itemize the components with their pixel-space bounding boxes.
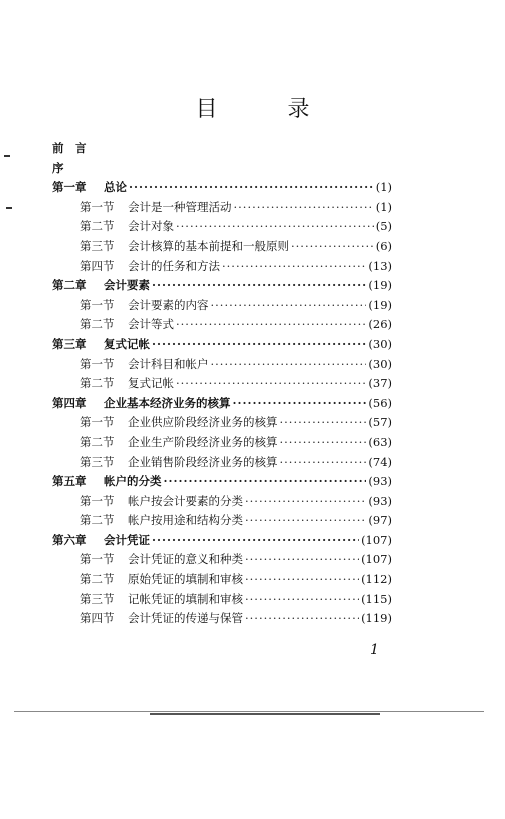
toc-entry-page: (30) [368,356,392,371]
toc-entry-number: 第四节 [80,611,115,626]
toc-leader-dots [245,494,366,508]
toc-leader-dots [280,435,367,449]
toc-leader-dots [211,357,367,371]
toc-entry-title: 会计对象 [128,219,174,234]
toc-leader-dots [245,552,359,566]
toc-entry-number: 第一节 [80,297,115,312]
table-of-contents [52,140,392,630]
toc-entry-title: 企业基本经济业务的核算 [104,395,231,410]
toc-entry-page: (93) [368,474,392,489]
toc-entry-title: 总论 [104,180,127,195]
toc-entry-number: 第三章 [52,336,87,351]
toc-chapter-entry [52,473,392,493]
toc-entry-title: 帐户的分类 [104,474,162,489]
toc-entry-page: (115) [361,591,392,606]
toc-section-entry [52,610,392,630]
toc-entry-number: 第二节 [80,376,115,391]
scan-mark [4,155,10,157]
toc-section-entry [52,512,392,532]
toc-entry-number: 第一节 [80,552,115,567]
toc-leader-dots [176,376,366,390]
toc-chapter-entry [52,395,392,415]
toc-section-entry [52,199,392,219]
toc-entry-title: 会计要素 [104,278,150,293]
toc-chapter-entry [52,532,392,552]
toc-section-entry [52,356,392,376]
toc-entry-title: 帐户按用途和结构分类 [128,513,243,528]
toc-entry-number: 第五章 [52,474,87,489]
toc-entry-number: 第一节 [80,356,115,371]
toc-section-entry [52,571,392,591]
toc-entry-title: 帐户按会计要素的分类 [128,493,243,508]
toc-entry-title: 会计凭证的传递与保管 [128,611,243,626]
toc-entry-page: (1) [375,199,392,214]
toc-leader-dots [245,513,366,527]
toc-entry-title: 序 [52,160,64,175]
toc-chapter-entry [52,277,392,297]
toc-entry-page: (56) [368,395,392,410]
toc-section-entry [52,551,392,571]
toc-entry-title: 企业生产阶段经济业务的核算 [128,434,278,449]
toc-section-entry [52,218,392,238]
toc-entry-title: 会计是一种管理活动 [128,199,232,214]
toc-leader-dots [211,298,367,312]
toc-section-entry [52,591,392,611]
toc-leader-dots [152,533,359,547]
toc-front-entry [52,140,392,160]
bottom-rule-thick [150,713,380,715]
toc-section-entry [52,297,392,317]
toc-entry-title: 会计凭证的意义和种类 [128,552,243,567]
toc-entry-number: 第四节 [80,258,115,273]
toc-leader-dots [152,278,366,292]
toc-entry-page: (19) [368,278,392,293]
toc-leader-dots [176,317,366,331]
toc-entry-title: 企业供应阶段经济业务的核算 [128,415,278,430]
toc-entry-title: 会计的任务和方法 [128,258,220,273]
toc-entry-title: 记帐凭证的填制和审核 [128,591,243,606]
toc-leader-dots [222,259,366,273]
toc-entry-title: 复式记帐 [104,336,150,351]
toc-leader-dots [176,219,374,233]
bottom-rule [14,711,484,712]
toc-entry-page: (63) [368,434,392,449]
toc-entry-title: 会计凭证 [104,532,150,547]
scan-mark [6,207,12,209]
toc-entry-title: 会计科目和帐户 [128,356,209,371]
toc-entry-number: 第二节 [80,434,115,449]
toc-section-entry [52,454,392,474]
page-number: 1 [370,642,379,658]
toc-entry-page: (112) [361,572,392,587]
toc-entry-title: 会计核算的基本前提和一般原则 [128,238,289,253]
toc-section-entry [52,414,392,434]
toc-section-entry [52,258,392,278]
toc-entry-number: 第一章 [52,180,87,195]
toc-entry-title: 前 言 [52,141,87,155]
toc-entry-number: 第一节 [80,493,115,508]
toc-entry-title: 企业销售阶段经济业务的核算 [128,454,278,469]
toc-leader-dots [280,455,367,469]
toc-entry-number: 第二章 [52,278,87,293]
toc-entry-page: (97) [368,513,392,528]
toc-entry-page: (26) [368,317,392,332]
toc-leader-dots [291,239,374,253]
toc-entry-title: 会计要素的内容 [128,297,209,312]
toc-entry-number: 第一节 [80,199,115,214]
toc-entry-number: 第二节 [80,317,115,332]
toc-entry-title: 会计等式 [128,317,174,332]
toc-leader-dots [233,396,367,410]
toc-leader-dots [280,415,367,429]
toc-section-entry [52,316,392,336]
toc-section-entry [52,434,392,454]
toc-entry-page: (1) [375,180,392,195]
toc-entry-page: (37) [368,376,392,391]
toc-entry-page: (74) [368,454,392,469]
toc-entry-number: 第二节 [80,572,115,587]
toc-entry-number: 第二节 [80,513,115,528]
toc-front-entry [52,160,392,180]
toc-entry-number: 第四章 [52,395,87,410]
toc-chapter-entry [52,336,392,356]
toc-entry-page: (57) [368,415,392,430]
toc-section-entry [52,238,392,258]
toc-entry-page: (119) [361,611,392,626]
toc-chapter-entry [52,179,392,199]
toc-entry-number: 第六章 [52,532,87,547]
toc-entry-page: (107) [361,532,392,547]
toc-leader-dots [245,611,359,625]
toc-leader-dots [245,572,359,586]
toc-entry-page: (13) [368,258,392,273]
toc-section-entry [52,493,392,513]
toc-entry-page: (30) [368,336,392,351]
toc-entry-page: (6) [375,238,392,253]
page-title: 目 录 [195,97,334,122]
toc-leader-dots [234,200,374,214]
toc-entry-number: 第一节 [80,415,115,430]
toc-entry-page: (5) [375,219,392,234]
toc-entry-number: 第三节 [80,238,115,253]
toc-entry-page: (19) [368,297,392,312]
toc-leader-dots [152,337,366,351]
toc-entry-title: 复式记帐 [128,376,174,391]
toc-entry-number: 第二节 [80,219,115,234]
toc-leader-dots [129,180,374,194]
toc-entry-number: 第三节 [80,454,115,469]
toc-leader-dots [245,592,359,606]
toc-leader-dots [164,474,367,488]
toc-entry-page: (93) [368,493,392,508]
toc-entry-page: (107) [361,552,392,567]
toc-section-entry [52,375,392,395]
toc-entry-title: 原始凭证的填制和审核 [128,572,243,587]
toc-entry-number: 第三节 [80,591,115,606]
